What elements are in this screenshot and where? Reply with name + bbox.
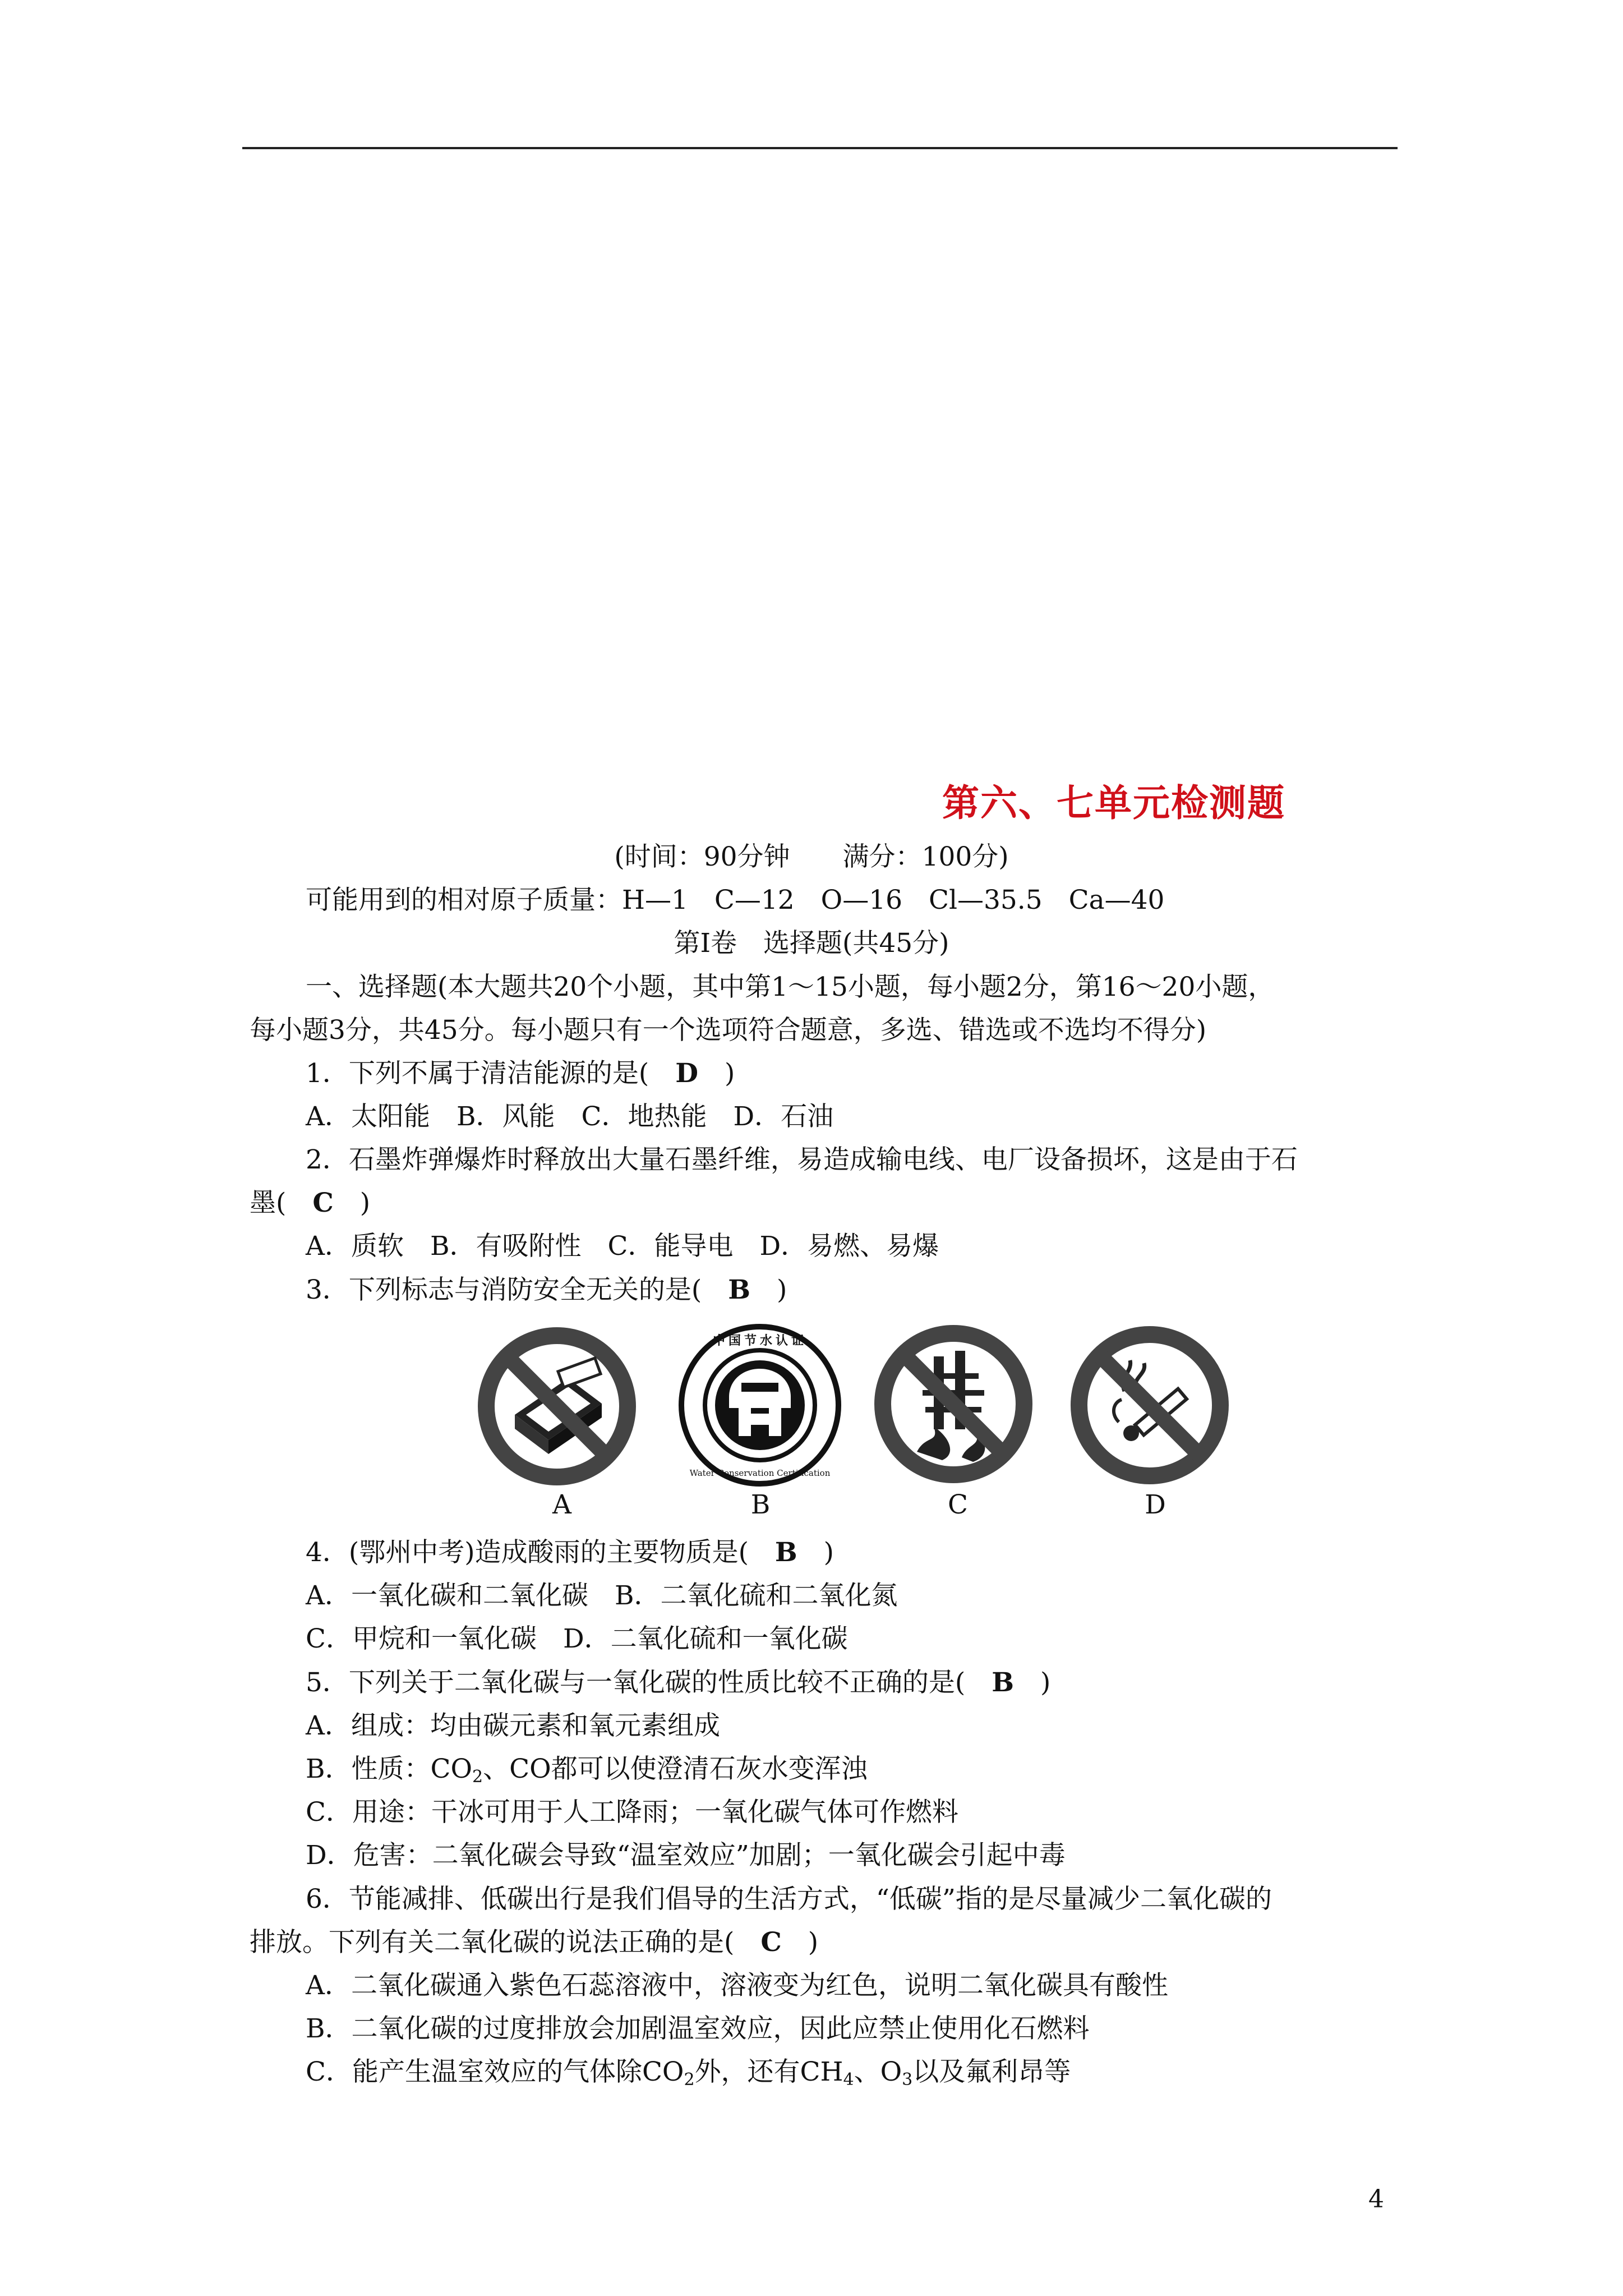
question-3-stem: 3．下列标志与消防安全无关的是( B ) [306, 1274, 787, 1305]
question-6-stem-line-1: 6．节能减排、低碳出行是我们倡导的生活方式，“低碳”指的是尽量减少二氧化碳的 [306, 1884, 1272, 1915]
instructions-line-2: 每小题3分，共45分。每小题只有一个选项符合题意，多选、错选或不选均不得分) [250, 1015, 1207, 1046]
atomic-masses: 可能用到的相对原子质量：H—1 C—12 O—16 Cl—35.5 Ca—40 [306, 885, 1165, 915]
question-4-options-2: C．甲烷和一氧化碳 D．二氧化硫和一氧化碳 [306, 1623, 848, 1654]
question-5-stem: 5．下列关于二氧化碳与一氧化碳的性质比较不正确的是( B ) [306, 1667, 1051, 1698]
question-5-option-b: B．性质：$CO_2$、CO都可以使澄清石灰水变浑浊 [306, 1754, 868, 1787]
question-1-answer: D [675, 1058, 699, 1089]
instructions-line-1: 一、选择题(本大题共20个小题，其中第1～15小题，每小题2分，第16～20小题， [306, 972, 1275, 1002]
question-6-option-a: A．二氧化碳通入紫色石蕊溶液中，溶液变为红色，说明二氧化碳具有酸性 [306, 1970, 1168, 2001]
page-number: 4 [1368, 2185, 1384, 2214]
question-3-answer: B [728, 1274, 750, 1305]
sign-c-no-burning-icon [872, 1323, 1035, 1485]
header-rule [242, 147, 1398, 149]
question-5-option-c: C．用途：干冰可用于人工降雨；一氧化碳气体可作燃料 [306, 1797, 958, 1828]
time-limit: (时间：90分钟 满分：100分) [614, 841, 1009, 872]
badge-top-text: 中国节水认证 [712, 1334, 807, 1348]
question-5-answer: B [992, 1667, 1014, 1698]
question-4-options-1: A．一氧化碳和二氧化碳 B．二氧化硫和二氧化氮 [306, 1580, 898, 1611]
sign-a-no-matches-icon [476, 1325, 638, 1488]
sign-label-b: B [750, 1489, 771, 1520]
sign-b-water-conservation-badge [676, 1321, 844, 1489]
page-title: 第六、七单元检测题 [942, 781, 1285, 825]
question-1-stem: 1．下列不属于清洁能源的是( D ) [306, 1058, 735, 1089]
question-6-option-b: B．二氧化碳的过度排放会加剧温室效应，因此应禁止使用化石燃料 [306, 2013, 1090, 2044]
badge-bottom-text: Water Conservation Certification [689, 1468, 831, 1478]
section-heading: 第Ⅰ卷 选择题(共45分) [674, 928, 949, 959]
question-2-stem-line-2: 墨( C ) [250, 1188, 371, 1218]
sign-label-a: A [552, 1489, 571, 1520]
question-1-options: A．太阳能 B．风能 C．地热能 D．石油 [306, 1101, 834, 1132]
question-4-answer: B [774, 1537, 797, 1568]
question-6-answer: C [760, 1927, 782, 1958]
question-5-option-a: A．组成：均由碳元素和氧元素组成 [306, 1710, 720, 1741]
question-6-option-c: C．能产生温室效应的气体除$CO_2$外，还有$CH_4$、$O_3$以及氟利昂等 [306, 2056, 1071, 2090]
sign-d-no-smoking-icon [1068, 1324, 1231, 1487]
question-2-options: A．质软 B．有吸附性 C．能导电 D．易燃、易爆 [306, 1231, 939, 1262]
question-6-stem-line-2: 排放。下列有关二氧化碳的说法正确的是( C ) [250, 1927, 819, 1958]
question-2-answer: C [312, 1188, 334, 1218]
sign-label-d: D [1145, 1489, 1166, 1520]
question-5-option-d: D．危害：二氧化碳会导致“温室效应”加剧；一氧化碳会引起中毒 [306, 1840, 1066, 1871]
sign-label-c: C [948, 1489, 968, 1520]
question-2-stem-line-1: 2．石墨炸弹爆炸时释放出大量石墨纤维，易造成输电线、电厂设备损坏，这是由于石 [306, 1144, 1298, 1175]
question-4-stem: 4．(鄂州中考)造成酸雨的主要物质是( B ) [306, 1537, 834, 1568]
